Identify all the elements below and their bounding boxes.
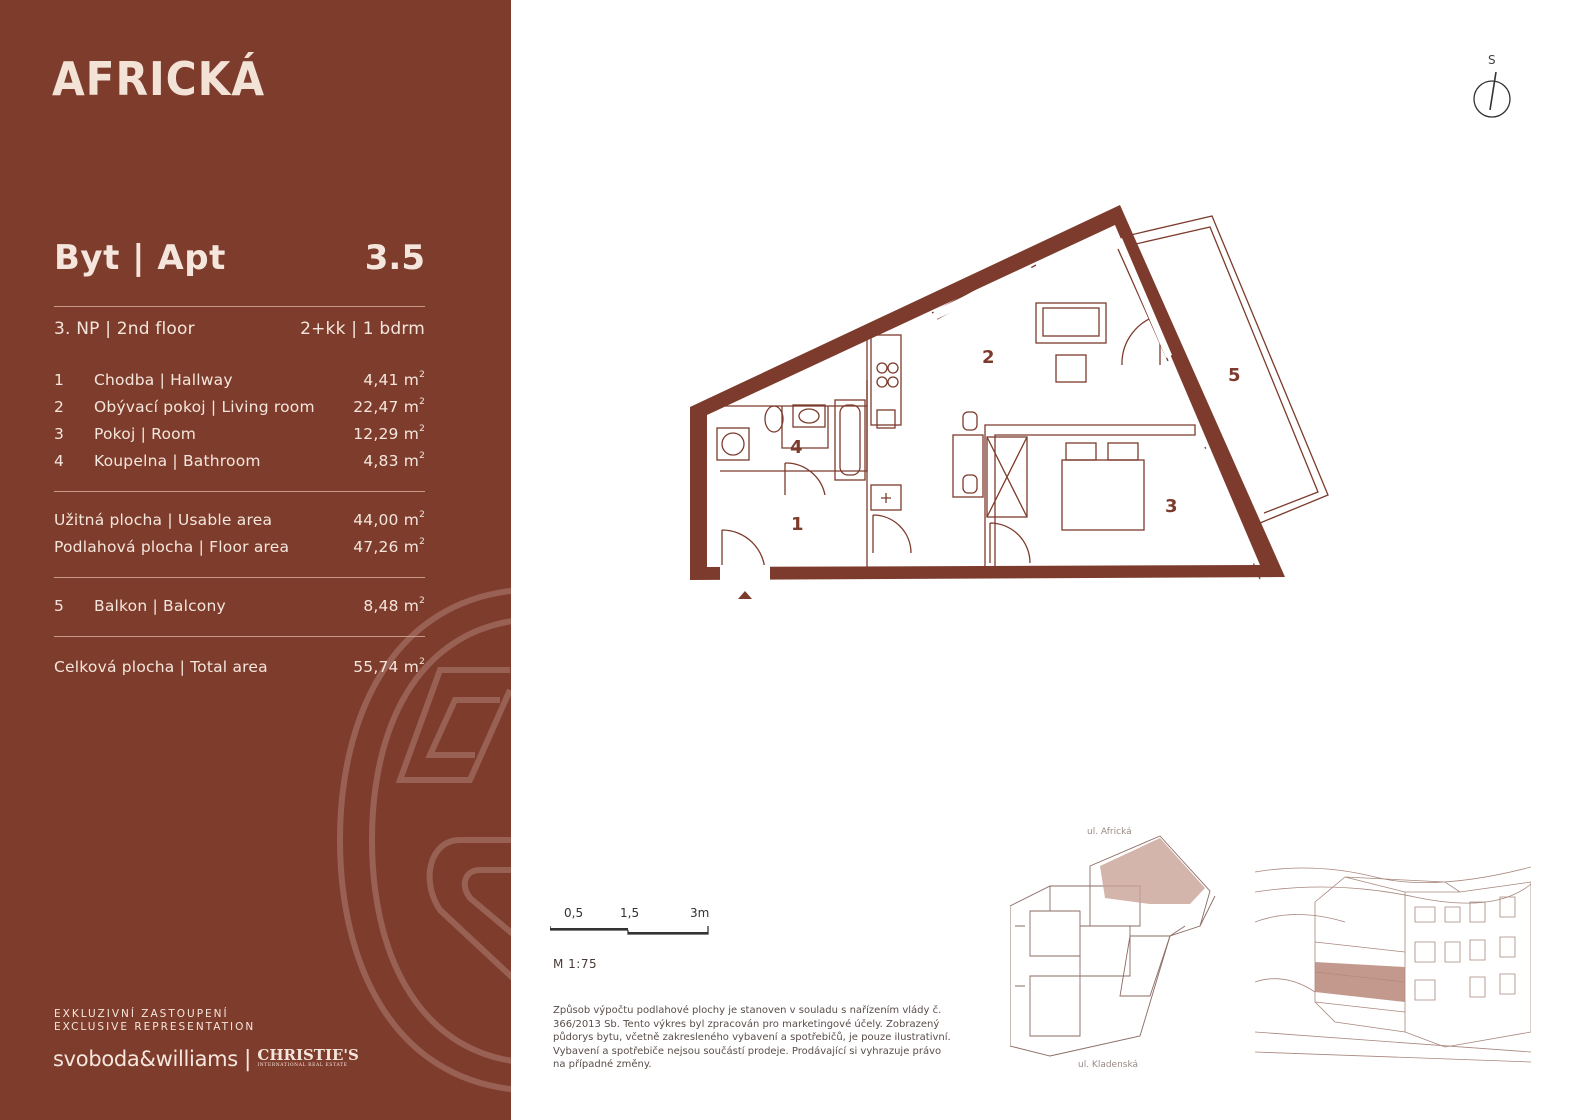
layout-label: 2+kk | 1 bdrm	[300, 319, 425, 339]
representation-line-cz: EXKLUZIVNÍ ZASTOUPENÍ	[54, 1008, 229, 1020]
room-label-4: 4	[790, 437, 803, 458]
scale-ratio: M 1:75	[553, 957, 598, 971]
apartment-number: 3.5	[364, 238, 425, 278]
entrance-arrow-icon	[738, 591, 752, 599]
balcony-name: Balkon | Balcony	[94, 597, 226, 615]
floor-area-row	[54, 536, 425, 558]
room-row	[54, 396, 425, 418]
room-name: Koupelna | Bathroom	[94, 452, 261, 470]
usable-area-label: Užitná plocha | Usable area	[54, 511, 273, 529]
room-name: Pokoj | Room	[94, 425, 197, 443]
room-number: 3	[54, 425, 65, 443]
christies-logo	[257, 1047, 358, 1069]
room-area: 4,83 $m^2$	[363, 451, 425, 470]
exclusive-representation	[54, 1008, 255, 1034]
room-area: 22,47 $m^2$	[353, 397, 425, 416]
room-name: Obývací pokoj | Living room	[94, 398, 315, 416]
total-area-row	[54, 656, 425, 678]
room-row	[54, 423, 425, 445]
svoboda-williams-logo: svoboda&williams	[53, 1047, 238, 1071]
floor-area-value: 47,26 $m^2$	[353, 537, 425, 556]
floor-info-row	[54, 318, 425, 340]
room-label-3: 3	[1165, 496, 1178, 517]
north-compass-icon	[1473, 48, 1521, 124]
total-area-label: Celková plocha | Total area	[54, 658, 268, 676]
sidebar-panel	[0, 0, 511, 1120]
room-area: 4,41 $m^2$	[363, 370, 425, 389]
site-plan-diagram	[1010, 826, 1220, 1072]
divider	[54, 306, 425, 307]
building-render-illustration	[1255, 862, 1531, 1068]
compass-label: S	[1488, 53, 1496, 67]
room-row	[54, 369, 425, 391]
room-label-1: 1	[791, 514, 804, 535]
scale-tick-label: 3m	[690, 906, 710, 920]
dining-table	[953, 435, 983, 497]
highlighted-unit	[1100, 838, 1205, 904]
usable-area-row	[54, 509, 425, 531]
coffee-table	[1056, 355, 1086, 382]
divider	[54, 577, 425, 578]
christies-logo-main: CHRISTIE'S	[257, 1046, 359, 1064]
divider	[54, 491, 425, 492]
representation-line-en: EXCLUSIVE REPRESENTATION	[54, 1021, 256, 1033]
total-area-value: 55,74 $m^2$	[353, 657, 425, 676]
floor-label: 3. NP | 2nd floor	[54, 319, 195, 339]
room-name: Chodba | Hallway	[94, 371, 233, 389]
sofa	[1036, 303, 1106, 343]
room-area: 12,29 $m^2$	[353, 424, 425, 443]
agency-logos	[53, 1047, 359, 1077]
street-label-bottom: ul. Kladenská	[1078, 1060, 1139, 1070]
scale-tick-label: 1,5	[620, 906, 640, 920]
divider	[54, 636, 425, 637]
toilet	[765, 406, 783, 432]
floor-plan	[690, 205, 1350, 615]
sink	[793, 405, 825, 427]
logo-separator: |	[243, 1047, 252, 1072]
apartment-header	[54, 238, 425, 288]
disclaimer-text: Způsob výpočtu podlahové plochy je stanoven v souladu s nařízením vlády č. 366/2013 Sb. Tento výkres byl zpracován pro marketingové účely. Zobrazený půdorys bytu, včetně zakresleného vybavení a spotřebičů, je pouze ilustrativní. Vybavení a spotřebiče nejsou součástí prodeje. Prodávající si vyhrazuje právo na případné změny.	[553, 1005, 951, 1070]
balcony-number: 5	[54, 597, 65, 615]
bed	[1062, 460, 1144, 530]
apartment-label: Byt | Apt	[54, 238, 226, 278]
balcony-area: 8,48 $m^2$	[363, 596, 425, 615]
floor-area-label: Podlahová plocha | Floor area	[54, 538, 290, 556]
street-label-top: ul. Africká	[1087, 827, 1132, 837]
room-number: 4	[54, 452, 65, 470]
brand-title: AFRICKÁ	[52, 52, 266, 106]
room-number: 1	[54, 371, 65, 389]
christies-logo-sub: INTERNATIONAL REAL ESTATE	[257, 1063, 348, 1068]
balcony-row	[54, 595, 425, 617]
room-label-5: 5	[1228, 365, 1241, 386]
usable-area-value: 44,00 $m^2$	[353, 510, 425, 529]
scale-tick-label: 0,5	[564, 906, 584, 920]
room-number: 2	[54, 398, 65, 416]
room-row	[54, 450, 425, 472]
room-label-2: 2	[982, 347, 995, 368]
